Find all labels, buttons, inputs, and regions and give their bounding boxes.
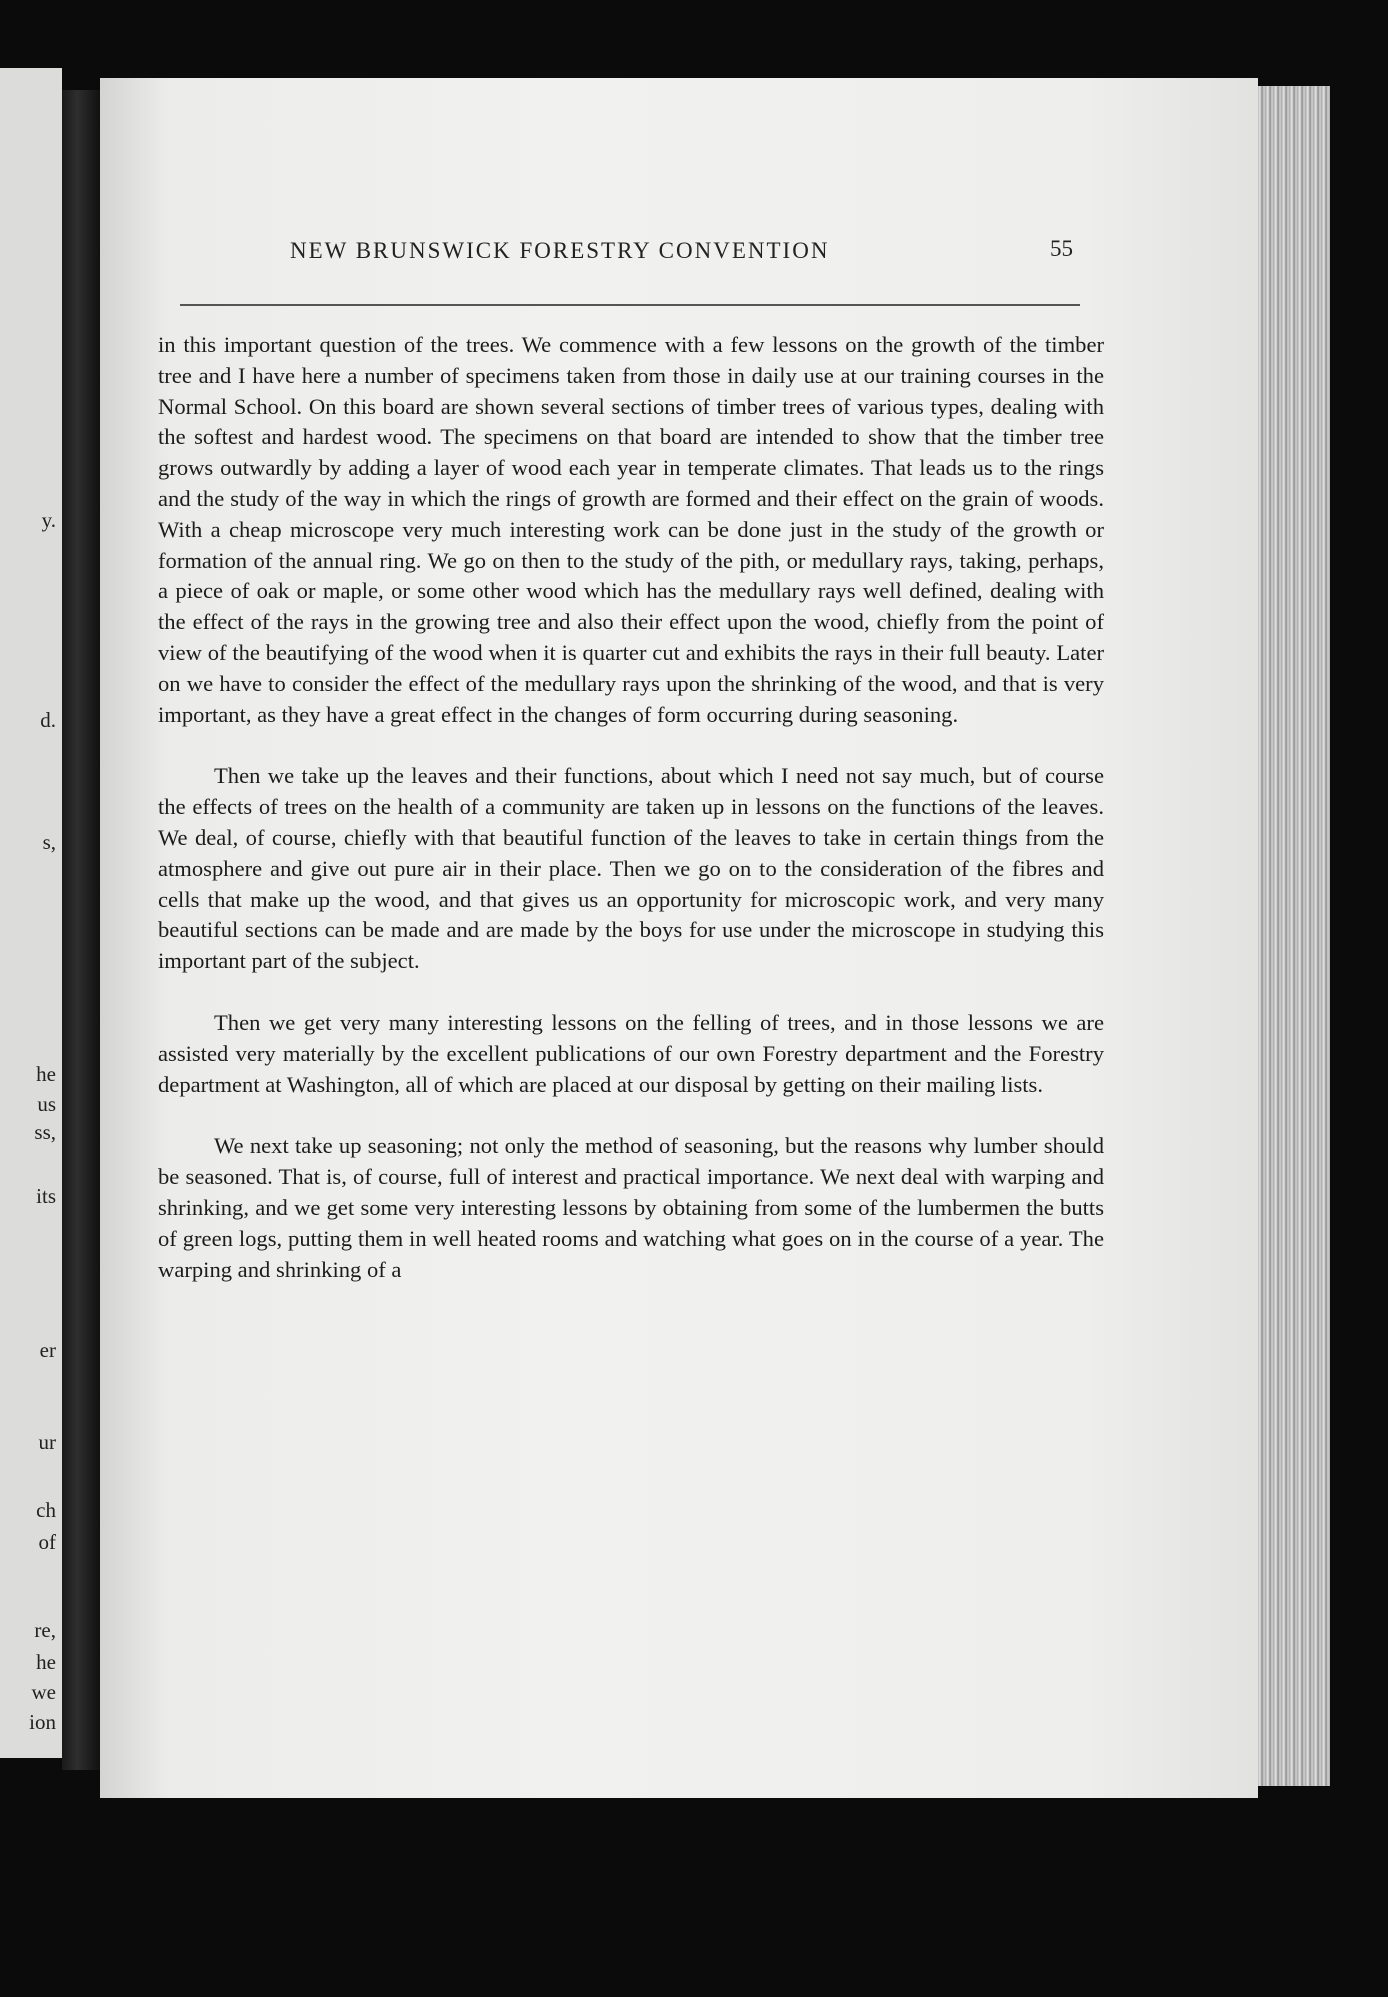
facing-page-fragment: y. [41,508,56,532]
facing-page-fragment: us [37,1092,56,1116]
body-text [158,330,1104,1316]
page-edges [1258,86,1330,1786]
facing-page-fragment: he [36,1062,56,1086]
facing-page-fragment: s, [42,830,56,854]
running-header: NEW BRUNSWICK FORESTRY CONVENTION [290,238,830,263]
facing-page-fragment: re, [34,1618,56,1642]
facing-page-fragment: d. [40,708,56,732]
facing-page-fragment: its [36,1184,56,1208]
facing-page [0,68,62,1758]
paragraph: in this important question of the trees. We commence with a few lessons on the growth of the timber tree and I have here a number of specimens taken from those in daily use at our training courses in the Normal School. On this board are shown several sections of timber trees of various types, dealing with the softest and hardest wood. The specimens on that board are intended to show that the timber tree grows outwardly by adding a layer of wood each year in temperate climates. That leads us to the rings and the study of the way in which the rings of growth are formed and their effect on the grain of woods. With a cheap microscope very much interesting work can be done just in the study of the growth or formation of the annual ring. We go on then to the study of the pith, or medullary rays, taking, perhaps, a piece of oak or maple, or some other wood which has the medullary rays well defined, dealing with the effect of the rays in the growing tree and also their effect upon the wood, chiefly from the point of view of the beautifying of the wood when it is quarter cut and exhibits the rays in their full beauty. Later on we have to consider the effect of the medullary rays upon the shrinking of the wood, and that is very important, as they have a great effect in the changes of form occurring during seasoning. [158,332,1104,727]
facing-page-fragment: ion [29,1710,56,1734]
facing-page-fragment: er [39,1338,56,1362]
facing-page-fragment: ch [36,1498,56,1522]
book-gutter [62,90,100,1770]
facing-page-fragment: of [38,1530,56,1554]
paragraph: We next take up seasoning; not only the method of seasoning, but the reasons why lumber should be seasoned. That is, of course, full of interest and practical importance. We next deal with warping and shrinking, and we get some very interesting lessons by obtaining from some of the lumbermen the butts of green logs, putting them in well heated rooms and watching what goes on in the course of a year. The warping and shrinking of a [158,1133,1104,1282]
paragraph: Then we get very many interesting lessons on the felling of trees, and in those lessons we are assisted very materially by the excellent publications of our own Forestry department and the Forestry department at Washington, all of which are placed at our disposal by getting on their mailing lists. [158,1009,1104,1097]
page-number: 55 [1050,236,1073,261]
paragraph: Then we take up the leaves and their functions, about which I need not say much, but of course the effects of trees on the health of a community are taken up in lessons on the functions of the leaves. We deal, of course, chiefly with that beautiful function of the leaves to take in certain things from the atmosphere and give out pure air in their place. Then we go on to the consideration of the fibres and cells that make up the wood, and that gives us an opportunity for microscopic work, and very many beautiful sections can be made and are made by the boys for use under the microscope in studying this important part of the subject. [158,763,1104,974]
facing-page-fragment: he [36,1650,56,1674]
header-rule [180,304,1080,306]
facing-page-fragment: we [31,1680,56,1704]
facing-page-fragment: ss, [34,1120,56,1144]
facing-page-fragment: ur [38,1430,56,1454]
